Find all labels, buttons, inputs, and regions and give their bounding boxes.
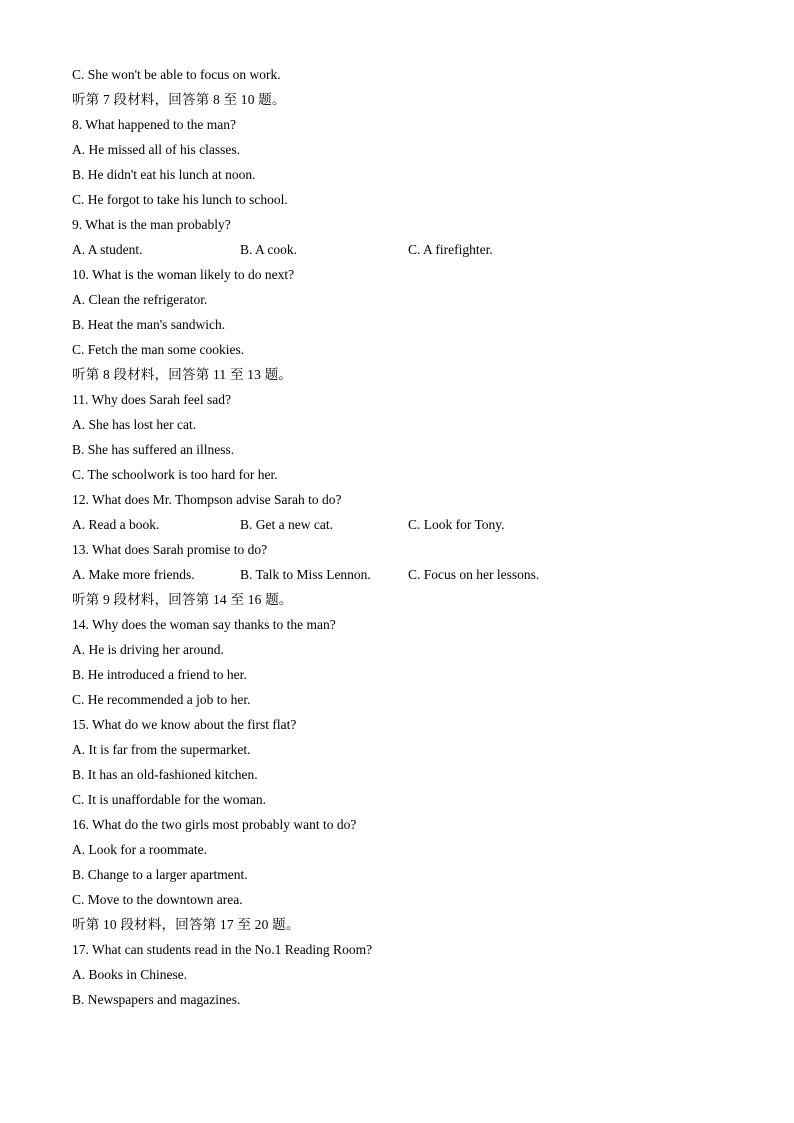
text-line: B. He introduced a friend to her. [72, 667, 247, 682]
answer-option: A. Read a book. [72, 517, 160, 532]
text-line: 15. What do we know about the first flat? [72, 717, 297, 732]
text-line: 8. What happened to the man? [72, 117, 236, 132]
text-line: C. She won't be able to focus on work. [72, 67, 281, 82]
text-line: A. Books in Chinese. [72, 967, 188, 982]
answer-option: C. A firefighter. [408, 242, 493, 257]
text-line: A. She has lost her cat. [72, 417, 197, 432]
text-line: C. The schoolwork is too hard for her. [72, 467, 278, 482]
text-line: A. He missed all of his classes. [72, 142, 240, 157]
answer-option: B. A cook. [240, 242, 298, 257]
text-line: B. Newspapers and magazines. [72, 992, 241, 1007]
text-line: 11. Why does Sarah feel sad? [72, 392, 231, 407]
text-line: C. Move to the downtown area. [72, 892, 243, 907]
section-heading: 听第 8 段材料，回答第 11 至 13 题。 [72, 367, 293, 382]
text-line: 12. What does Mr. Thompson advise Sarah to do? [72, 492, 342, 507]
text-line: A. He is driving her around. [72, 642, 224, 657]
text-line: A. It is far from the supermarket. [72, 742, 251, 757]
text-line: 9. What is the man probably? [72, 217, 231, 232]
answer-options-row [72, 237, 732, 262]
text-line: A. Clean the refrigerator. [72, 292, 208, 307]
text-line: 13. What does Sarah promise to do? [72, 542, 268, 557]
answer-option: A. Make more friends. [72, 567, 195, 582]
text-line: 17. What can students read in the No.1 Reading Room? [72, 942, 373, 957]
section-heading: 听第 9 段材料，回答第 14 至 16 题。 [72, 592, 293, 607]
text-line: B. She has suffered an illness. [72, 442, 235, 457]
text-line: B. He didn't eat his lunch at noon. [72, 167, 256, 182]
text-line: B. It has an old-fashioned kitchen. [72, 767, 258, 782]
section-heading: 听第 10 段材料，回答第 17 至 20 题。 [72, 917, 300, 932]
answer-options-row [72, 512, 732, 537]
text-line: C. He forgot to take his lunch to school. [72, 192, 288, 207]
section-heading: 听第 7 段材料，回答第 8 至 10 题。 [72, 92, 286, 107]
text-line: 14. Why does the woman say thanks to the man? [72, 617, 336, 632]
exam-page [72, 62, 732, 1012]
answer-option: B. Talk to Miss Lennon. [240, 567, 371, 582]
answer-option: A. A student. [72, 242, 143, 257]
answer-option: C. Focus on her lessons. [408, 567, 540, 582]
text-line: B. Change to a larger apartment. [72, 867, 248, 882]
text-line: C. It is unaffordable for the woman. [72, 792, 266, 807]
answer-options-row [72, 562, 732, 587]
text-line: 10. What is the woman likely to do next? [72, 267, 295, 282]
text-line: B. Heat the man's sandwich. [72, 317, 226, 332]
text-line: C. Fetch the man some cookies. [72, 342, 245, 357]
answer-option: C. Look for Tony. [408, 517, 505, 532]
answer-option: B. Get a new cat. [240, 517, 333, 532]
text-line: 16. What do the two girls most probably want to do? [72, 817, 357, 832]
text-line: A. Look for a roommate. [72, 842, 207, 857]
text-line: C. He recommended a job to her. [72, 692, 251, 707]
